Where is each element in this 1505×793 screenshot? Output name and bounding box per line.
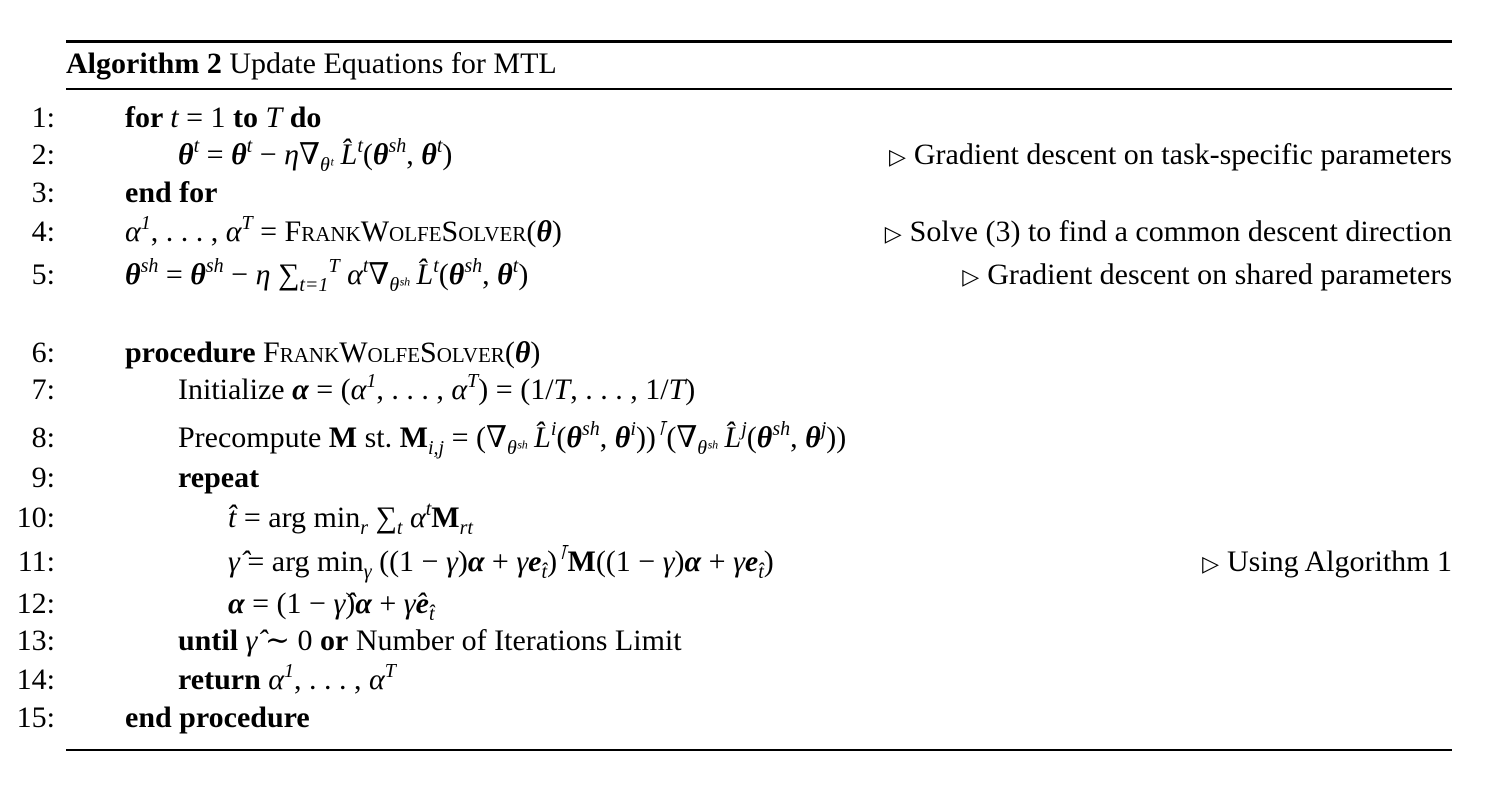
line-statement [228, 499, 473, 537]
math-token: t̂ [758, 561, 764, 583]
math-token: 1/ [530, 373, 554, 406]
math-token: α [467, 545, 485, 578]
algorithm-line [0, 136, 1452, 174]
math-token: j [820, 418, 827, 440]
math-token: ) [442, 138, 453, 171]
math-token: − [252, 138, 285, 171]
math-token: T [241, 212, 253, 234]
math-token: = [252, 215, 285, 248]
math-token: e [744, 545, 759, 578]
line-statement [178, 419, 846, 457]
math-token: ) [547, 545, 558, 578]
math-token: L̂ [333, 138, 358, 171]
math-token: α [355, 587, 372, 620]
math-token: + [701, 545, 734, 578]
math-token: = (1 − [244, 587, 334, 620]
math-token: 1/ [645, 373, 669, 406]
math-token: = arg min [239, 545, 364, 578]
line-number: 3: [31, 176, 55, 209]
algorithm-line [0, 419, 1452, 457]
keyword: for [125, 101, 171, 134]
math-token: t [425, 498, 432, 520]
line-number: 10: [16, 501, 55, 534]
algorithm-line [0, 499, 1452, 537]
math-token: 1 [366, 370, 377, 392]
math-token: ) [345, 587, 356, 620]
line-statement [228, 585, 435, 623]
math-token: γ [363, 561, 372, 583]
math-token: t=1 [299, 274, 329, 296]
math-token: sh [464, 255, 483, 277]
math-token: γ̂ [333, 587, 346, 620]
math-token: j [741, 418, 747, 440]
math-token: T [384, 660, 396, 682]
math-token: i,j [427, 437, 445, 459]
math-token: θ [805, 421, 821, 454]
math-token: L̂ [717, 421, 742, 454]
math-token: θ [372, 138, 389, 171]
math-token: t [396, 517, 403, 539]
line-statement [228, 543, 774, 581]
math-token: e [415, 587, 429, 620]
math-token: ((1 − [371, 545, 446, 578]
line-number: 4: [31, 215, 55, 248]
algorithm-line [0, 213, 1452, 251]
math-token: , [482, 258, 498, 291]
math-token: )) [826, 421, 847, 454]
line-comment [962, 256, 1452, 296]
math-token: γ [662, 545, 675, 578]
math-token: ((1 − [595, 545, 663, 578]
math-token: + [484, 545, 517, 578]
math-token: θ [421, 138, 437, 171]
math-token: t [357, 135, 363, 157]
math-token: − [223, 258, 256, 291]
line-comment [885, 213, 1452, 253]
math-token: Precompute [178, 421, 329, 454]
algorithm-line [0, 334, 1452, 372]
math-token: θˢʰ [389, 274, 410, 296]
math-token: r [360, 517, 368, 539]
keyword: procedure [125, 336, 264, 369]
line-number: 5: [31, 258, 55, 291]
math-token: α [369, 663, 385, 696]
math-token: 1 [284, 660, 295, 682]
line-statement [178, 661, 396, 699]
comment-text: Using Algorithm 1 [1226, 545, 1452, 578]
algorithm-caption [66, 46, 557, 82]
line-statement [178, 136, 452, 174]
math-token: (∇ [666, 421, 698, 454]
math-token: = arg min [236, 501, 361, 534]
math-token: sh [205, 255, 224, 277]
line-number: 6: [31, 336, 55, 369]
math-token: ) [518, 258, 529, 291]
math-token: M [328, 421, 358, 454]
line-comment [889, 136, 1452, 176]
math-token: θ [448, 258, 465, 291]
line-number: 12: [16, 587, 55, 620]
algorithm-line [0, 174, 1452, 212]
math-token: α [451, 373, 468, 406]
math-token: θ [497, 258, 513, 291]
math-token: = 1 [178, 101, 234, 134]
math-token: , [406, 138, 422, 171]
math-token: γ̂ [245, 624, 258, 657]
math-token: ( [746, 421, 757, 454]
math-token: α [684, 545, 702, 578]
math-token: ( [438, 258, 449, 291]
math-token: t [170, 101, 179, 134]
algorithm-line [0, 371, 1452, 409]
math-token: = [199, 138, 232, 171]
math-token: )) [635, 421, 656, 454]
bottom-rule [66, 749, 1452, 751]
math-token: γ [516, 545, 529, 578]
math-token: t [193, 135, 200, 157]
line-statement [125, 174, 218, 212]
math-token: θˢʰ [697, 437, 717, 459]
line-statement [125, 334, 540, 372]
math-token: ∑ [270, 258, 300, 291]
math-token: T [668, 373, 686, 406]
comment-triangle-icon: ▷ [962, 264, 980, 289]
math-token: ) [674, 545, 685, 578]
math-token: α [225, 215, 242, 248]
math-token: ( [526, 215, 537, 248]
math-token: η [255, 258, 271, 291]
math-token: sh [140, 255, 159, 277]
math-token: T [467, 370, 479, 392]
line-number: 2: [31, 138, 55, 171]
math-token: γ [733, 545, 745, 578]
math-token: θ [566, 421, 582, 454]
algorithm-line [0, 661, 1452, 699]
math-token: T [265, 101, 283, 134]
math-token: M [567, 545, 596, 578]
math-token: θ [536, 215, 552, 248]
line-number: 8: [31, 421, 55, 454]
math-token: t [246, 135, 253, 157]
math-token: t [512, 255, 519, 277]
math-token: γ̂ [403, 587, 416, 620]
math-token: t [436, 135, 443, 157]
math-token: ( [556, 421, 567, 454]
math-token: st. [357, 421, 400, 454]
line-number: 9: [31, 461, 55, 494]
math-token: θ [614, 421, 631, 454]
algorithm-line [0, 256, 1452, 294]
math-token: sh [772, 418, 791, 440]
math-token: L̂ [409, 258, 434, 291]
comment-triangle-icon: ▷ [888, 144, 906, 169]
math-token: ∇ [299, 138, 320, 171]
math-token: θ [178, 138, 194, 171]
math-token: α [402, 501, 426, 534]
algorithm-line [0, 699, 1452, 737]
algorithm-title: Update Equations for MTL [229, 47, 557, 80]
math-token: M [431, 501, 460, 534]
math-token: α [268, 663, 285, 696]
math-token: γ̂ [228, 545, 240, 578]
math-token: ) = ( [478, 373, 531, 406]
math-token: θ [190, 258, 206, 291]
algorithm-line [0, 459, 1452, 497]
keyword: end procedure [125, 701, 310, 734]
math-token: i [630, 418, 636, 440]
math-token: θ [514, 336, 531, 369]
math-token: t̂ [228, 501, 237, 534]
top-rule [66, 40, 1452, 43]
math-token: t̂ [428, 603, 435, 625]
math-token: , . . . , [150, 215, 226, 248]
math-token: ( [362, 138, 373, 171]
math-token: sh [582, 418, 600, 440]
line-statement [178, 459, 259, 497]
math-token: + [371, 587, 404, 620]
line-statement [125, 99, 321, 137]
math-token: ∇ [368, 258, 390, 291]
math-token: , . . . , [376, 373, 452, 406]
math-token: α [350, 373, 367, 406]
math-token: t [433, 255, 439, 277]
keyword: repeat [178, 461, 260, 494]
math-token: L̂ [526, 421, 551, 454]
comment-triangle-icon: ▷ [884, 221, 902, 246]
math-token: α [125, 215, 141, 248]
math-token: t [362, 255, 369, 277]
math-token: , [790, 421, 806, 454]
line-comment [1202, 543, 1452, 583]
math-token: ∼ 0 [257, 624, 320, 657]
line-number: 7: [31, 373, 55, 406]
caption-rule [66, 88, 1452, 90]
math-token: θ [756, 421, 773, 454]
math-token: e [528, 545, 542, 578]
keyword: end for [125, 176, 218, 209]
line-number: 13: [16, 624, 55, 657]
math-token: θˢʰ [506, 437, 527, 459]
math-token: = [158, 258, 191, 291]
line-number: 14: [16, 663, 55, 696]
keyword: return [178, 663, 269, 696]
algorithm-line [0, 99, 1452, 137]
math-token: ∑ [368, 501, 397, 534]
math-token: , [599, 421, 615, 454]
math-token: i [550, 418, 557, 440]
comment-text: Gradient descent on task-specific parameters [913, 138, 1452, 171]
keyword: until [178, 624, 246, 657]
algorithm-line [0, 622, 1452, 660]
math-token: ) [457, 545, 468, 578]
algorithm-line [0, 543, 1452, 581]
math-token: η [284, 138, 300, 171]
math-token: = (∇ [444, 421, 507, 454]
comment-triangle-icon: ▷ [1202, 551, 1219, 576]
math-token: FrankWolfeSolver [263, 336, 505, 369]
math-token: t̂ [541, 561, 548, 583]
line-number: 15: [16, 701, 55, 734]
math-token: = ( [308, 373, 351, 406]
keyword: or [320, 624, 349, 657]
comment-text: Solve (3) to find a common descent direction [909, 215, 1452, 248]
math-token: T [328, 255, 340, 277]
math-token: ) [685, 373, 696, 406]
math-token: α [339, 258, 363, 291]
math-token: α [228, 587, 245, 620]
keyword: do [282, 101, 322, 134]
line-statement [125, 699, 310, 737]
math-token: T [553, 373, 571, 406]
math-token: , . . . , [570, 373, 646, 406]
math-token: ) [763, 545, 774, 578]
algorithm-label: Algorithm 2 [66, 47, 222, 80]
math-token: θᵗ [319, 154, 334, 176]
math-token: ( [504, 336, 515, 369]
comment-text: Gradient descent on shared parameters [987, 258, 1452, 291]
math-token: ⊺ [557, 542, 568, 564]
line-statement [178, 622, 682, 660]
math-token: 1 [140, 212, 151, 234]
algorithm-line [0, 585, 1452, 623]
math-token: , . . . , [294, 663, 370, 696]
math-token: sh [388, 135, 407, 157]
math-token: θ [231, 138, 247, 171]
math-token: θ [125, 258, 141, 291]
math-token: FrankWolfeSolver [284, 215, 527, 248]
math-token: Number of Iterations Limit [348, 624, 682, 657]
keyword: to [233, 101, 266, 134]
line-statement [125, 256, 528, 294]
math-token: ) [530, 336, 541, 369]
line-number: 1: [31, 101, 55, 134]
math-token: rt [459, 517, 473, 539]
line-number: 11: [17, 545, 55, 578]
line-statement [125, 213, 562, 251]
math-token: M [399, 421, 428, 454]
line-statement [178, 371, 695, 409]
math-token: ⊺ [655, 418, 667, 440]
math-token: α [292, 373, 309, 406]
math-token: Initialize [178, 373, 293, 406]
math-token: γ [445, 545, 458, 578]
math-token: ) [551, 215, 562, 248]
